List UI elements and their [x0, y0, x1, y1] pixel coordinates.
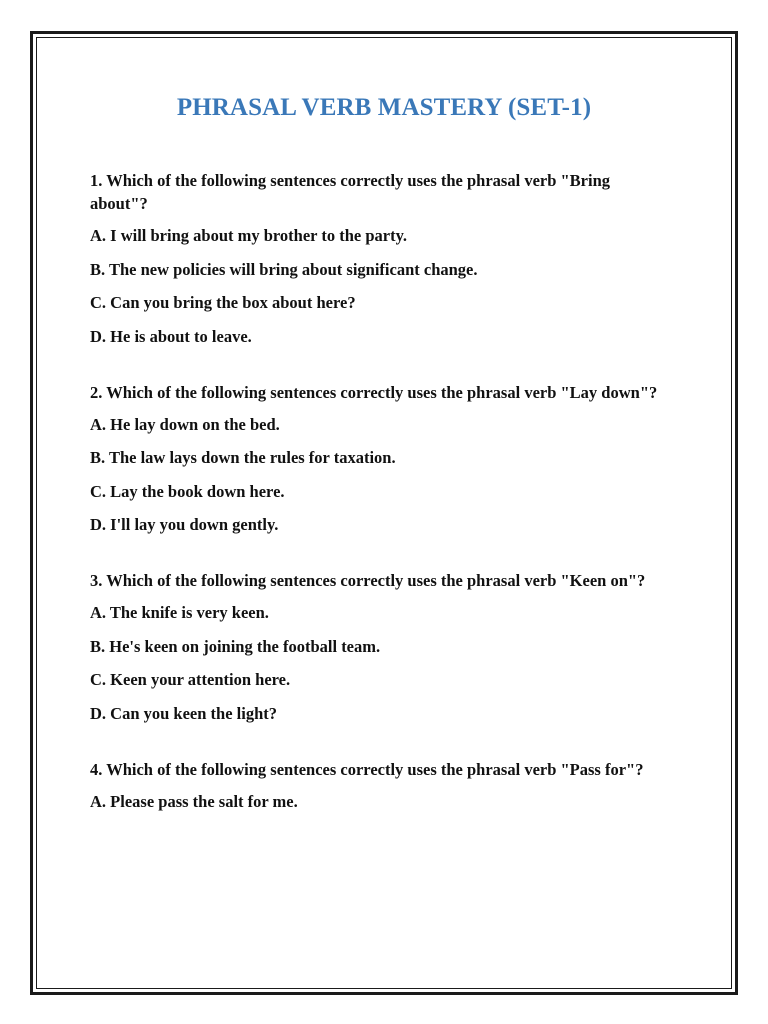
option-b: B. He's keen on joining the football team. [90, 636, 381, 656]
question-3 [90, 569, 670, 725]
option-a: A. Please pass the salt for me. [90, 791, 298, 811]
option-c: C. Can you bring the box about here? [90, 293, 356, 312]
option-d: D. He is about to leave. [90, 326, 252, 346]
option-d: D. I'll lay you down gently. [90, 515, 279, 534]
option-b: B. The new policies will bring about significant change. [90, 259, 478, 279]
option-d: D. Can you keen the light? [90, 703, 278, 723]
question-stem: 4. Which of the following sentences correctly uses the phrasal verb "Pass for"? [90, 759, 644, 779]
option-c: C. Keen your attention here. [90, 670, 291, 689]
page-title: PHRASAL VERB MASTERY (SET-1) [176, 94, 592, 121]
question-stem: 2. Which of the following sentences correctly uses the phrasal verb "Lay down"? [90, 382, 658, 402]
option-c: C. Lay the book down here. [90, 481, 285, 501]
question-stem: 3. Which of the following sentences correctly uses the phrasal verb "Keen on"? [90, 571, 646, 590]
question-list [90, 169, 670, 823]
question-2 [90, 381, 670, 537]
option-a: A. He lay down on the bed. [90, 414, 280, 434]
option-b: B. The law lays down the rules for taxation. [90, 448, 396, 467]
question-1 [90, 169, 670, 348]
option-a: A. I will bring about my brother to the party. [90, 226, 408, 245]
question-4 [90, 758, 670, 813]
question-stem: 1. Which of the following sentences correctly uses the phrasal verb "Bring about"? [90, 171, 611, 213]
option-a: A. The knife is very keen. [90, 603, 269, 622]
